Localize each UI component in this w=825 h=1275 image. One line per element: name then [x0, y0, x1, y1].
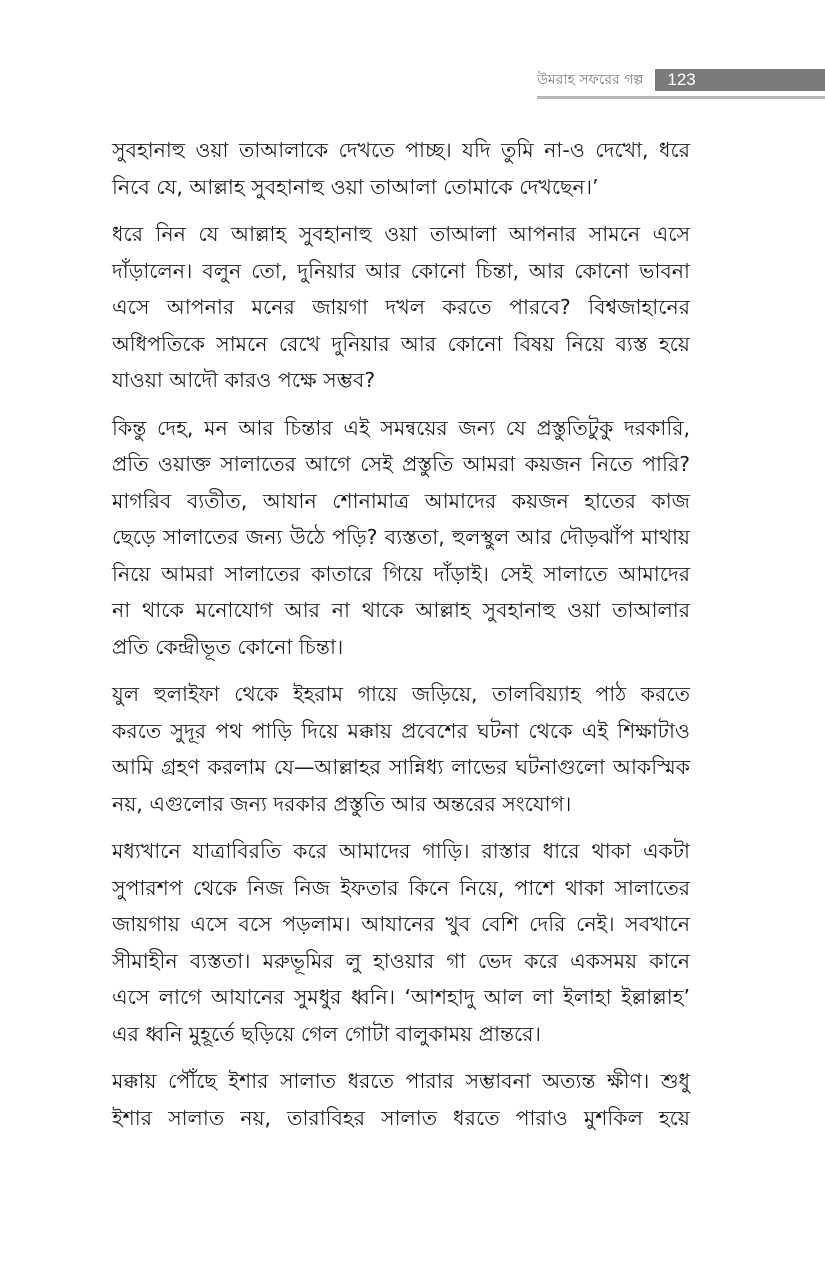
- text-line: নিবে যে, আল্লাহ সুবহানাহু ওয়া তাআলা তোমাকে দেখছেন।’: [112, 174, 599, 199]
- text-line: এসে আপনার মনের জায়গা দখল করতে পারবে? বিশ্বজাহানের: [112, 295, 690, 319]
- text-line: এসে লাগে আযানের সুমধুর ধ্বনি। ‘আশহাদু আল লা ইলাহা ইল্লাল্লাহ’: [112, 985, 690, 1009]
- book-title: উমরাহ সফরের গল্প: [537, 72, 644, 88]
- text-line: মধ্যখানে যাত্রাবিরতি করে আমাদের গাড়ি। রাস্তার ধারে থাকা একটা: [112, 839, 690, 863]
- text-line: যাওয়া আদৌ কারও পক্ষে সম্ভব?: [112, 368, 376, 392]
- paragraph: [112, 833, 690, 1052]
- body-text: [112, 132, 690, 1147]
- text-line: এর ধ্বনি মুহূর্তে ছড়িয়ে গেল গোটা বালুকাময় প্রান্তরে।: [112, 1021, 541, 1046]
- text-line: ইশার সালাত নয়, তারাবিহর সালাত ধরতে পারাও মুশকিল হয়ে: [112, 1105, 690, 1130]
- text-line: সুবহানাহু ওয়া তাআলাকে দেখতে পাচ্ছ। যদি তুমি না-ও দেখো, ধরে: [112, 138, 690, 162]
- header-rule: [537, 96, 825, 99]
- text-line: করতে সুদূর পথ পাড়ি দিয়ে মক্কায় প্রবেশের ঘটনা থেকে এই শিক্ষাটাও: [112, 718, 690, 743]
- paragraph: [112, 132, 690, 205]
- text-line: প্রতি ওয়াক্ত সালাতের আগে সেই প্রস্তুতি আমরা কয়জন নিতে পারি?: [112, 452, 690, 476]
- text-line: নয়, এগুলোর জন্য দরকার প্রস্তুতি আর অন্তরের সংযোগ।: [112, 791, 572, 816]
- text-line: মক্কায় পৌঁছে ইশার সালাত ধরতে পারার সম্ভাবনা অত্যন্ত ক্ষীণ। শুধু: [112, 1069, 690, 1093]
- page-number: 123: [655, 69, 825, 91]
- text-line: কিন্তু দেহ, মন আর চিন্তার এই সমন্বয়ের জন্য যে প্রস্তুতিটুকু দরকারি,: [112, 415, 690, 440]
- text-line: মাগরিব ব্যতীত, আযান শোনামাত্র আমাদের কয়জন হাতের কাজ: [112, 488, 690, 513]
- text-line: প্রতি কেন্দ্রীভূত কোনো চিন্তা।: [112, 634, 344, 659]
- text-line: সুপারশপ থেকে নিজ নিজ ইফতার কিনে নিয়ে, পাশে থাকা সালাতের: [112, 875, 690, 900]
- text-line: ছেড়ে সালাতের জন্য উঠে পড়ি? ব্যস্ততা, হুলস্থুল আর দৌড়ঝাঁপ মাথায়: [112, 525, 690, 549]
- paragraph: [112, 676, 690, 822]
- text-line: না থাকে মনোযোগ আর না থাকে আল্লাহ সুবহানাহু ওয়া তাআলার: [112, 598, 690, 622]
- paragraph: [112, 410, 690, 666]
- text-line: ধরে নিন যে আল্লাহ সুবহানাহু ওয়া তাআলা আপনার সামনে এসে: [112, 222, 690, 246]
- paragraph: [112, 1063, 690, 1136]
- text-line: নিয়ে আমরা সালাতের কাতারে গিয়ে দাঁড়াই। সেই সালাতে আমাদের: [112, 561, 690, 586]
- text-line: সীমাহীন ব্যস্ততা। মরুভূমির লু হাওয়ার গা ভেদ করে একসময় কানে: [112, 948, 690, 973]
- text-line: অধিপতিকে সামনে রেখে দুনিয়ার আর কোনো বিষয় নিয়ে ব্যস্ত হয়ে: [112, 331, 690, 356]
- paragraph: [112, 216, 690, 399]
- running-header: [537, 68, 825, 92]
- text-line: জায়গায় এসে বসে পড়লাম। আযানের খুব বেশি দেরি নেই। সবখানে: [112, 912, 690, 936]
- text-line: যুল হুলাইফা থেকে ইহরাম গায়ে জড়িয়ে, তালবিয়্যাহ পাঠ করতে: [112, 682, 690, 706]
- text-line: আমি গ্রহণ করলাম যে—আল্লাহর সান্নিধ্য লাভের ঘটনাগুলো আকস্মিক: [112, 755, 690, 779]
- text-line: দাঁড়ালেন। বলুন তো, দুনিয়ার আর কোনো চিন্তা, আর কোনো ভাবনা: [112, 258, 690, 283]
